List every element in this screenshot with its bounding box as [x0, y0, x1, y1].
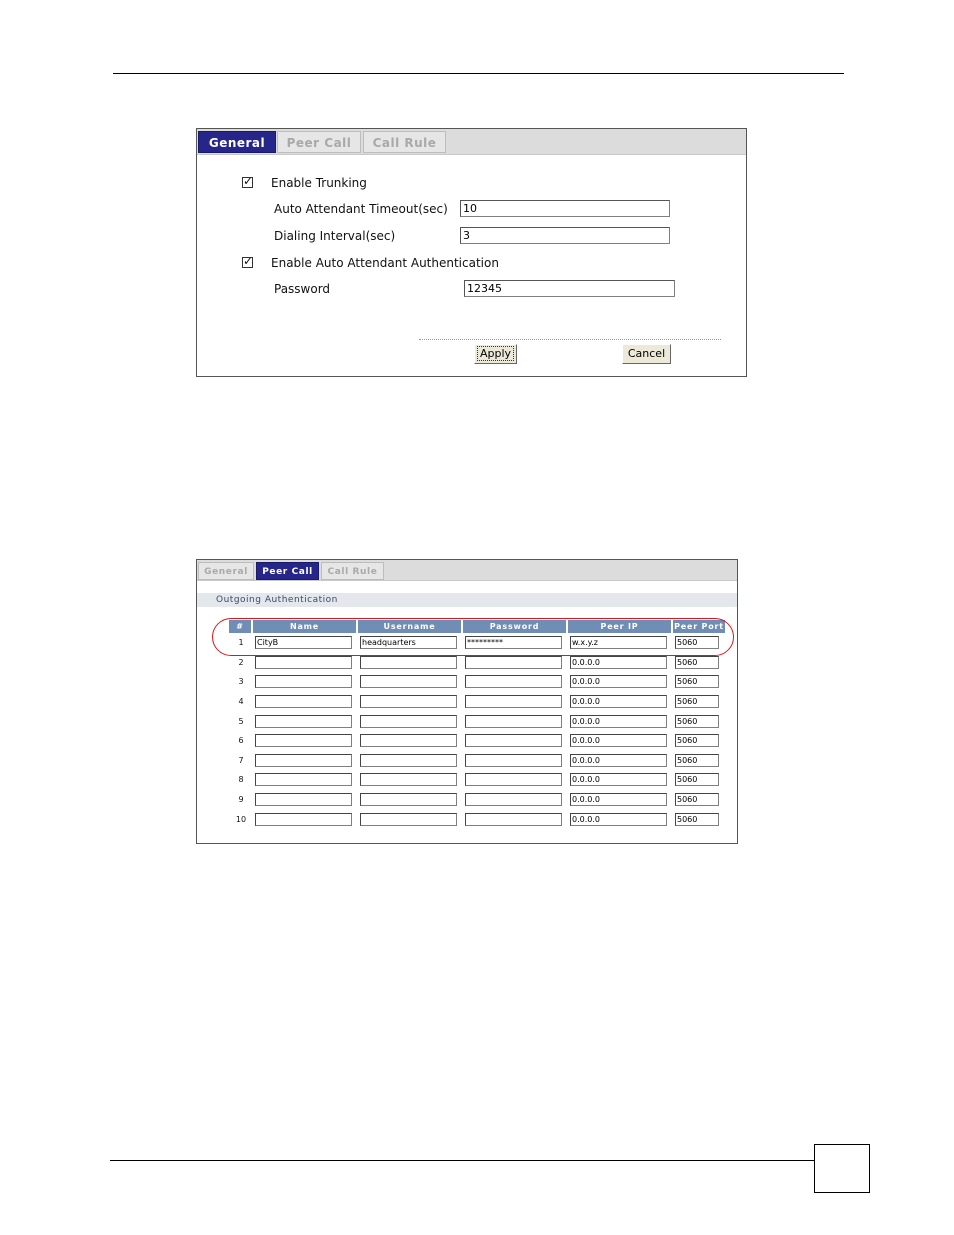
row-number: 2 — [238, 657, 244, 667]
table-cell — [673, 692, 727, 712]
table-cell — [253, 633, 358, 653]
peer-ip-input[interactable]: 0.0.0.0 — [570, 715, 667, 728]
table-cell — [253, 653, 358, 673]
table-cell — [358, 672, 463, 692]
peer-port-input[interactable]: 5060 — [675, 715, 719, 728]
header-rule — [113, 73, 844, 74]
apply-button[interactable] — [474, 344, 517, 364]
peer-ip-input[interactable]: 0.0.0.0 — [570, 695, 667, 708]
peer-ip-input[interactable]: 0.0.0.0 — [570, 793, 667, 806]
row-number: 5 — [238, 716, 244, 726]
table-cell — [253, 790, 358, 810]
tab-peer-call[interactable]: Peer Call — [277, 131, 361, 153]
username-input[interactable] — [360, 715, 457, 728]
username-input[interactable] — [360, 734, 457, 747]
table-cell — [568, 692, 673, 712]
table-row — [229, 672, 727, 692]
table-cell — [568, 770, 673, 790]
username-input[interactable]: headquarters — [360, 636, 457, 649]
tab-call-rule[interactable]: Call Rule — [321, 562, 384, 580]
column-header-name: Name — [253, 620, 358, 633]
peer-ip-input[interactable]: 0.0.0.0 — [570, 773, 667, 786]
table-row — [229, 751, 727, 771]
name-input[interactable] — [255, 773, 352, 786]
table-cell — [358, 731, 463, 751]
table-cell — [358, 633, 463, 653]
table-cell — [463, 633, 568, 653]
peer-port-input[interactable]: 5060 — [675, 656, 719, 669]
peer-port-input[interactable]: 5060 — [675, 695, 719, 708]
cancel-button[interactable]: Cancel — [622, 344, 671, 364]
enable-trunking-label: Enable Trunking — [271, 176, 367, 190]
table-row — [229, 731, 727, 751]
section-title: Outgoing Authentication — [216, 595, 338, 605]
table-cell — [358, 692, 463, 712]
dialing-interval-label: Dialing Interval(sec) — [274, 229, 396, 243]
table-row — [229, 770, 727, 790]
table-cell — [568, 653, 673, 673]
peer-port-input[interactable]: 5060 — [675, 793, 719, 806]
page-number-box — [814, 1144, 870, 1193]
table-cell — [253, 711, 358, 731]
enable-trunking-checkbox[interactable] — [242, 174, 254, 188]
password-input[interactable]: 12345 — [464, 280, 675, 297]
name-input[interactable] — [255, 734, 352, 747]
peer-table — [229, 620, 727, 829]
peer-port-input[interactable]: 5060 — [675, 734, 719, 747]
table-cell — [253, 731, 358, 751]
auto-attendant-timeout-input[interactable]: 10 — [460, 200, 670, 217]
password-input[interactable] — [465, 715, 562, 728]
table-row — [229, 633, 727, 653]
username-input[interactable] — [360, 813, 457, 826]
username-input[interactable] — [360, 656, 457, 669]
password-input[interactable]: ********* — [465, 636, 562, 649]
password-input[interactable] — [465, 813, 562, 826]
table-row — [229, 790, 727, 810]
name-input[interactable] — [255, 715, 352, 728]
username-input[interactable] — [360, 754, 457, 767]
table-cell — [463, 751, 568, 771]
table-cell — [568, 751, 673, 771]
tab-peer-call[interactable]: Peer Call — [256, 562, 319, 580]
table-row — [229, 692, 727, 712]
name-input[interactable] — [255, 675, 352, 688]
enable-auth-checkbox[interactable] — [242, 254, 254, 268]
row-number: 10 — [235, 814, 247, 824]
tab-call-rule[interactable]: Call Rule — [363, 131, 446, 153]
table-cell — [673, 711, 727, 731]
peer-call-screenshot — [196, 559, 738, 844]
name-input[interactable] — [255, 754, 352, 767]
row-number: 1 — [238, 638, 244, 648]
peer-port-input[interactable]: 5060 — [675, 754, 719, 767]
password-input[interactable] — [465, 773, 562, 786]
column-header-username: Username — [358, 620, 463, 633]
peer-ip-input[interactable]: w.x.y.z — [570, 636, 667, 649]
table-cell — [568, 809, 673, 829]
footer-rule — [110, 1160, 814, 1161]
password-label: Password — [274, 282, 331, 296]
table-cell — [568, 731, 673, 751]
name-input[interactable]: CityB — [255, 636, 352, 649]
enable-auth-label: Enable Auto Attendant Authentication — [271, 256, 499, 270]
name-input[interactable] — [255, 793, 352, 806]
peer-port-input[interactable]: 5060 — [675, 813, 719, 826]
table-cell — [358, 790, 463, 810]
table-cell — [568, 633, 673, 653]
password-input[interactable] — [465, 734, 562, 747]
username-input[interactable] — [360, 773, 457, 786]
password-input[interactable] — [465, 793, 562, 806]
table-row — [229, 711, 727, 731]
tab-bar — [197, 129, 746, 155]
peer-ip-input[interactable]: 0.0.0.0 — [570, 675, 667, 688]
peer-port-input[interactable]: 5060 — [675, 675, 719, 688]
table-cell — [358, 770, 463, 790]
table-cell — [463, 809, 568, 829]
password-input[interactable] — [465, 675, 562, 688]
table-cell — [358, 711, 463, 731]
row-number: 9 — [238, 795, 244, 805]
table-cell — [253, 672, 358, 692]
peer-port-input[interactable]: 5060 — [675, 636, 719, 649]
peer-ip-input[interactable]: 0.0.0.0 — [570, 813, 667, 826]
table-cell — [463, 653, 568, 673]
name-input[interactable] — [255, 656, 352, 669]
row-number: 8 — [238, 775, 244, 785]
table-cell — [253, 809, 358, 829]
password-input[interactable] — [465, 695, 562, 708]
peer-ip-input[interactable]: 0.0.0.0 — [570, 754, 667, 767]
table-cell — [673, 653, 727, 673]
table-cell — [463, 731, 568, 751]
row-number: 3 — [238, 677, 244, 687]
name-input[interactable] — [255, 695, 352, 708]
table-cell — [568, 711, 673, 731]
table-cell — [673, 790, 727, 810]
table-cell — [253, 751, 358, 771]
table-cell — [253, 770, 358, 790]
table-cell — [358, 809, 463, 829]
table-cell — [673, 809, 727, 829]
tab-general[interactable]: General — [198, 131, 276, 153]
table-cell — [673, 672, 727, 692]
table-cell — [673, 751, 727, 771]
tab-general[interactable]: General — [198, 562, 254, 580]
username-input[interactable] — [360, 793, 457, 806]
password-input[interactable] — [465, 754, 562, 767]
checkmark-icon: ✓ — [243, 174, 254, 188]
username-input[interactable] — [360, 695, 457, 708]
table-row — [229, 809, 727, 829]
password-input[interactable] — [465, 656, 562, 669]
name-input[interactable] — [255, 813, 352, 826]
tab-bar — [197, 560, 737, 581]
divider — [419, 339, 721, 340]
checkmark-icon: ✓ — [243, 254, 254, 268]
apply-label: Apply — [477, 346, 514, 361]
column-header-peer-port: Peer Port — [673, 620, 727, 633]
table-cell — [463, 672, 568, 692]
table-cell — [463, 790, 568, 810]
section-header — [197, 593, 737, 607]
peer-port-input[interactable]: 5060 — [675, 773, 719, 786]
auto-attendant-timeout-label: Auto Attendant Timeout(sec) — [274, 202, 448, 216]
table-cell — [358, 653, 463, 673]
peer-ip-input[interactable]: 0.0.0.0 — [570, 734, 667, 747]
dialing-interval-input[interactable]: 3 — [460, 227, 670, 244]
column-header-password: Password — [463, 620, 568, 633]
table-cell — [568, 790, 673, 810]
row-number: 4 — [238, 697, 244, 707]
table-cell — [568, 672, 673, 692]
column-header-peer-ip: Peer IP — [568, 620, 673, 633]
username-input[interactable] — [360, 675, 457, 688]
row-number: 7 — [238, 755, 244, 765]
table-cell — [463, 711, 568, 731]
general-screenshot — [196, 128, 747, 377]
table-cell — [358, 751, 463, 771]
table-cell — [463, 770, 568, 790]
peer-ip-input[interactable]: 0.0.0.0 — [570, 656, 667, 669]
table-cell — [463, 692, 568, 712]
row-number: 6 — [238, 736, 244, 746]
column-header-number: # — [229, 620, 253, 633]
table-row — [229, 653, 727, 673]
table-cell — [673, 731, 727, 751]
table-cell — [673, 633, 727, 653]
table-cell — [673, 770, 727, 790]
table-cell — [253, 692, 358, 712]
